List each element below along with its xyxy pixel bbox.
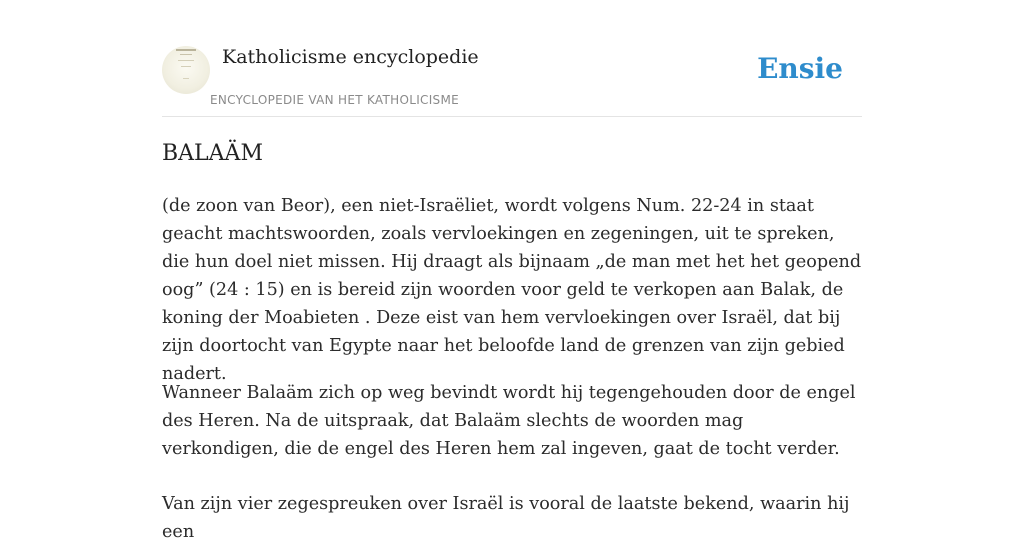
- encyclopedia-logo[interactable]: [162, 46, 210, 94]
- logo-line: [180, 54, 192, 55]
- article-title: BALAÄM: [162, 141, 263, 166]
- site-title[interactable]: Katholicisme encyclopedie: [222, 46, 479, 68]
- article-paragraph: Van zijn vier zegespreuken over Israël is vooral de laatste bekend, waarin hij een: [162, 494, 850, 542]
- logo-line: [181, 66, 191, 67]
- article-paragraph: Wanneer Balaäm zich op weg bevindt wordt hij tegengehouden door de engel des Heren. Na de uitspraak, dat Balaäm slechts de woorden mag verkondigen, die de engel des Heren hem zal ingeven, gaat de tocht verder.: [162, 383, 856, 459]
- ensie-brand-link[interactable]: Ensie: [757, 52, 843, 85]
- site-subtitle: ENCYCLOPEDIE VAN HET KATHOLICISME: [210, 93, 459, 107]
- logo-line: [176, 49, 196, 51]
- logo-line: [183, 78, 189, 79]
- logo-line: [178, 60, 194, 61]
- site-header: [162, 0, 862, 117]
- article-paragraph: (de zoon van Beor), een niet-Israëliet, wordt volgens Num. 22-24 in staat geacht machtswoorden, zoals vervloekingen en zegeningen, uit te spreken, die hun doel niet missen. Hij draagt als bijnaam „de man met het het geopend oog” (24 : 15) en is bereid zijn woorden voor geld te verkopen aan Balak, de koning der Moabieten . Deze eist van hem vervloekingen over Israël, dat bij zijn doortocht van Egypte naar het beloofde land de grenzen van zijn gebied nadert.: [162, 196, 862, 384]
